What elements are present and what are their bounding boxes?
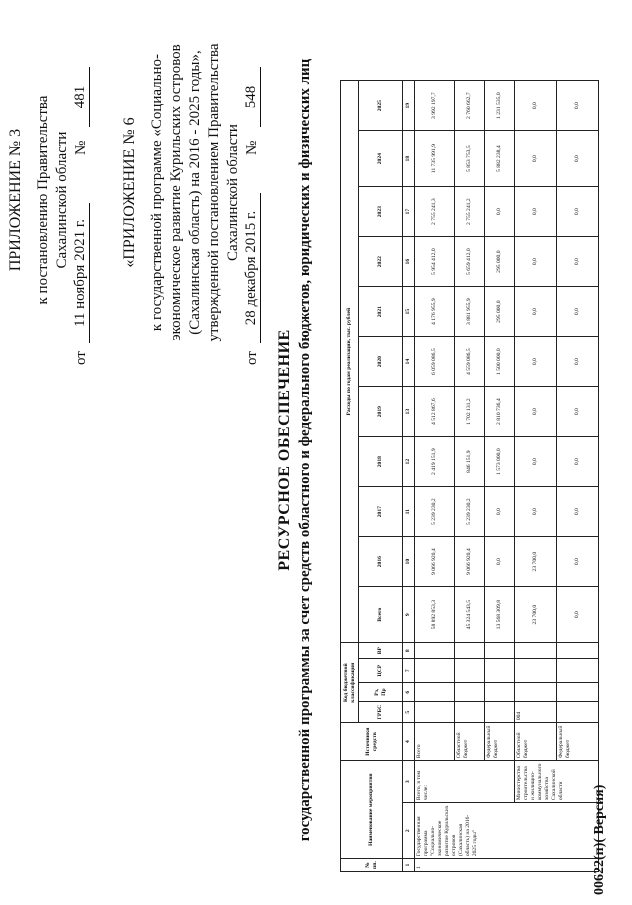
resolution-number: 481: [72, 67, 90, 127]
value-cell: 0,0: [485, 487, 515, 537]
value-cell: 6 059 086,5: [415, 337, 455, 387]
program-date-row: [243, 20, 262, 365]
value-cell: 0,0: [557, 287, 599, 337]
value-cell: 1 573 000,0: [485, 437, 515, 487]
value-cell: 0,0: [515, 287, 557, 337]
column-number: 17: [403, 187, 415, 237]
header-source: Источники средств: [341, 723, 403, 761]
from-label: от: [73, 351, 89, 365]
value-cell: 23 700,0: [515, 537, 557, 587]
value-cell: 0,0: [515, 487, 557, 537]
header-code-group: Код бюджетной классификации: [341, 643, 359, 723]
column-numbers-row: [403, 81, 415, 872]
header-year: 2020: [359, 337, 403, 387]
column-number: 2: [403, 803, 415, 859]
grbs-cell: [485, 702, 515, 723]
value-cell: 0,0: [557, 237, 599, 287]
column-number: 13: [403, 387, 415, 437]
value-cell: 0,0: [485, 537, 515, 587]
value-cell: 1 500 000,0: [485, 337, 515, 387]
grbs-cell: [415, 702, 455, 723]
rzpr-cell: [515, 683, 557, 702]
column-number: 12: [403, 437, 415, 487]
from-label: от: [244, 351, 260, 365]
value-cell: 0,0: [485, 187, 515, 237]
program-line: экономическое развитие Курильских островов: [168, 44, 184, 341]
value-cell: 295 000,0: [485, 237, 515, 287]
header-grbs: ГРБС: [359, 702, 403, 723]
value-cell: 4 176 955,9: [415, 287, 455, 337]
column-number: 10: [403, 537, 415, 587]
column-number: 6: [403, 683, 415, 702]
source-cell: Всего: [415, 723, 455, 761]
rzpr-cell: [415, 683, 455, 702]
ministry-cell: Министерство строительства и жилищно-коммунального хозяйства Сахалинской области: [515, 761, 599, 803]
header-year: 2021: [359, 287, 403, 337]
resolution-date-row: [72, 35, 91, 365]
value-cell: 5 853 753,5: [455, 131, 485, 187]
header-event: Наименование мероприятия: [341, 761, 403, 859]
rzpr-cell: [557, 683, 599, 702]
column-number: 14: [403, 337, 415, 387]
value-cell: 2 755 241,3: [415, 187, 455, 237]
program-header: [120, 20, 262, 365]
value-cell: 0,0: [557, 387, 599, 437]
resolution-date: 11 ноября 2021 г.: [72, 203, 90, 343]
title-main: РЕСУРСНОЕ ОБЕСПЕЧЕНИЕ: [276, 329, 293, 571]
value-cell: 11 735 991,9: [415, 131, 455, 187]
funding-table: [340, 80, 599, 872]
vr-cell: [557, 643, 599, 659]
header-year: 2022: [359, 237, 403, 287]
value-cell: 9 066 920,4: [415, 537, 455, 587]
value-cell: 0,0: [557, 437, 599, 487]
value-cell: 1 702 131,2: [455, 387, 485, 437]
table-row: [485, 81, 515, 872]
table-row: [415, 81, 455, 872]
program-line: (Сахалинская область) на 2016 - 2025 годы»,: [187, 50, 203, 335]
column-number: 16: [403, 237, 415, 287]
value-cell: 1 231 535,0: [485, 81, 515, 131]
column-number: 8: [403, 643, 415, 659]
rzpr-cell: [455, 683, 485, 702]
column-number: 18: [403, 131, 415, 187]
value-cell: 0,0: [515, 337, 557, 387]
table-row: [515, 81, 557, 872]
number-label: №: [244, 140, 260, 155]
vr-cell: [515, 643, 557, 659]
row-number: 1: [415, 859, 599, 872]
value-cell: 4 512 867,6: [415, 387, 455, 437]
value-cell: 0,0: [515, 187, 557, 237]
program-date: 28 декабря 2015 г.: [243, 193, 261, 343]
value-cell: 0,0: [515, 81, 557, 131]
header-year: 2024: [359, 131, 403, 187]
header-year: 2017: [359, 487, 403, 537]
column-number: 11: [403, 487, 415, 537]
column-number: 15: [403, 287, 415, 337]
value-cell: 13 568 309,8: [485, 587, 515, 643]
source-cell: Областной бюджет: [515, 723, 557, 761]
value-cell: 0,0: [557, 537, 599, 587]
value-cell: 2 810 736,4: [485, 387, 515, 437]
column-number: 19: [403, 81, 415, 131]
value-cell: 5 239 230,2: [455, 487, 485, 537]
value-cell: 0,0: [557, 487, 599, 537]
total-label-cell: Всего, в том числе:: [415, 761, 515, 803]
value-cell: 0,0: [557, 131, 599, 187]
value-cell: 0,0: [515, 437, 557, 487]
header-rzpr: Рз, Пр: [359, 683, 403, 702]
vr-cell: [415, 643, 455, 659]
document-title: [275, 5, 315, 895]
value-cell: 58 892 853,3: [415, 587, 455, 643]
value-cell: 0,0: [515, 237, 557, 287]
title-subtitle: государственной программы за счет средств областного и федерального бюджетов, юридических и физических лиц: [297, 58, 313, 842]
value-cell: 2 760 662,7: [455, 81, 485, 131]
header-year: 2025: [359, 81, 403, 131]
value-cell: 2 419 151,9: [415, 437, 455, 487]
resolution-line: Сахалинской области: [54, 131, 70, 269]
column-number: 4: [403, 723, 415, 761]
value-cell: 0,0: [557, 187, 599, 237]
table-row: [557, 81, 599, 872]
value-cell: 0,0: [515, 387, 557, 437]
program-line: Сахалинской области: [225, 124, 241, 261]
value-cell: 45 324 543,5: [455, 587, 485, 643]
value-cell: 5 954 412,0: [415, 237, 455, 287]
rzpr-cell: [485, 683, 515, 702]
source-cell: Федеральный бюджет: [485, 723, 515, 761]
value-cell: 4 559 086,5: [455, 337, 485, 387]
value-cell: 9 066 920,4: [455, 537, 485, 587]
csr-cell: [557, 659, 599, 683]
column-number: 1: [403, 859, 415, 872]
program-line: к государственной программе «Социально-: [149, 53, 165, 332]
value-cell: 5 659 412,0: [455, 237, 485, 287]
appendix-title: ПРИЛОЖЕНИЕ № 3: [7, 128, 24, 272]
csr-cell: [455, 659, 485, 683]
csr-cell: [485, 659, 515, 683]
column-number: 3: [403, 761, 415, 803]
header-year: 2019: [359, 387, 403, 437]
value-cell: 846 151,9: [455, 437, 485, 487]
csr-cell: [415, 659, 455, 683]
header-csr: ЦСР: [359, 659, 403, 683]
value-cell: 295 000,0: [485, 287, 515, 337]
resolution-header: [6, 35, 91, 365]
resolution-line: к постановлению Правительства: [35, 95, 51, 305]
value-cell: 3 881 955,9: [455, 287, 485, 337]
source-cell: Федеральный бюджет: [557, 723, 599, 761]
value-cell: 5 239 230,2: [415, 487, 455, 537]
value-cell: 0,0: [515, 131, 557, 187]
vr-cell: [485, 643, 515, 659]
value-cell: 5 882 238,4: [485, 131, 515, 187]
header-year: 2018: [359, 437, 403, 487]
program-name-cell: Государственная программа "Социально-экономическое развитие Курильских островов (Сахалинская область) на 2016-2025 годы": [415, 803, 599, 859]
header-year: 2023: [359, 187, 403, 237]
vr-cell: [455, 643, 485, 659]
source-cell: Областной бюджет: [455, 723, 485, 761]
program-number: 548: [243, 67, 261, 127]
value-cell: 0,0: [557, 587, 599, 643]
document-code: 00622(п)( Версия): [592, 784, 607, 895]
csr-cell: [515, 659, 557, 683]
column-number: 7: [403, 659, 415, 683]
program-line: утвержденной постановлением Правительства: [206, 43, 222, 342]
grbs-cell: [455, 702, 485, 723]
value-cell: 23 700,0: [515, 587, 557, 643]
value-cell: 3 992 197,7: [415, 81, 455, 131]
header-expense-group: Расходы по годам реализации, тыс. рублей: [341, 81, 359, 643]
original-appendix-title: «ПРИЛОЖЕНИЕ № 6: [121, 117, 138, 268]
header-year: 2016: [359, 537, 403, 587]
value-cell: 0,0: [557, 81, 599, 131]
header-total: Всего: [359, 587, 403, 643]
column-number: 5: [403, 702, 415, 723]
column-number: 9: [403, 587, 415, 643]
value-cell: 0,0: [557, 337, 599, 387]
number-label: №: [73, 140, 89, 155]
header-num: № пп.: [341, 859, 403, 872]
grbs-cell: [557, 702, 599, 723]
grbs-cell: 004: [515, 702, 557, 723]
header-vr: ВР: [359, 643, 403, 659]
value-cell: 2 755 241,2: [455, 187, 485, 237]
table-row: [455, 81, 485, 872]
